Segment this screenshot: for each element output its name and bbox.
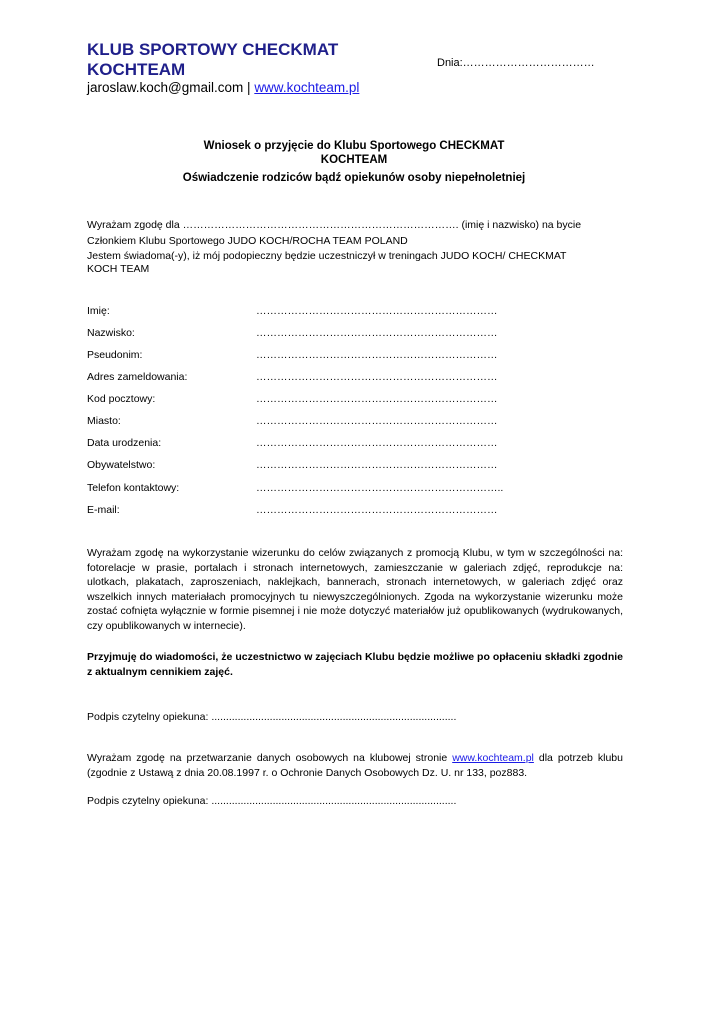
email-address[interactable]: jaroslaw.koch@gmail.com bbox=[87, 80, 244, 95]
consent-line1: Wyrażam zgodę dla ……………………………………………………………………. (imię i nazwisko) na bycie bbox=[87, 219, 582, 231]
date-field: Dnia:……………………………… bbox=[437, 57, 595, 69]
field-label-address: Adres zameldowania: bbox=[87, 371, 188, 383]
consent-line3: Jestem świadoma(-y), iż mój podopieczny będzie uczestniczył w treningach JUDO KOCH/ CHECKMAT bbox=[87, 250, 567, 262]
field-nickname: …………………………………………………………… bbox=[256, 349, 498, 361]
guardian-signature-1: Podpis czytelny opiekuna: .................................................................................... bbox=[87, 711, 457, 723]
field-birth-date: …………………………………………………………… bbox=[256, 437, 498, 449]
field-label-postal-code: Kod pocztowy: bbox=[87, 393, 156, 405]
field-label-birth-date: Data urodzenia: bbox=[87, 437, 162, 449]
data-consent-text-after: dla potrzeb klubu (zgodnie z Ustawą z dnia 20.08.1997 r. o Ochronie Danych Osobowych Dz. U. nr 133, poz883. bbox=[87, 752, 623, 779]
field-citizenship: …………………………………………………………… bbox=[256, 459, 498, 471]
payment-note: Przyjmuję do wiadomości, że uczestnictwo w zajęciach Klubu będzie możliwe po opłaceniu składki zgodnie z aktualnym cennikiem zajęć. bbox=[87, 651, 623, 678]
data-consent-website-link[interactable]: www.kochteam.pl bbox=[452, 752, 534, 764]
separator: | bbox=[247, 80, 251, 95]
document-title bbox=[87, 139, 621, 185]
field-label-phone: Telefon kontaktowy: bbox=[87, 482, 180, 494]
field-label-email: E-mail: bbox=[87, 504, 120, 516]
field-label-first-name: Imię: bbox=[87, 305, 110, 317]
field-label-city: Miasto: bbox=[87, 415, 121, 427]
club-name-line1: KLUB SPORTOWY CHECKMAT bbox=[87, 40, 339, 59]
field-label-citizenship: Obywatelstwo: bbox=[87, 459, 156, 471]
guardian-signature-2: Podpis czytelny opiekuna: .................................................................................... bbox=[87, 795, 457, 807]
field-first-name: …………………………………………………………… bbox=[256, 305, 498, 317]
contact-line bbox=[87, 80, 359, 95]
field-phone: …………………………………………………………….. bbox=[256, 482, 504, 494]
consent-line4: KOCH TEAM bbox=[87, 263, 150, 275]
club-name bbox=[87, 40, 407, 80]
website-link[interactable]: www.kochteam.pl bbox=[254, 80, 360, 95]
consent-line2: Członkiem Klubu Sportowego JUDO KOCH/ROCHA TEAM POLAND bbox=[87, 235, 408, 247]
club-name-line2: KOCHTEAM bbox=[87, 60, 186, 79]
field-last-name: …………………………………………………………… bbox=[256, 327, 498, 339]
field-postal-code: …………………………………………………………… bbox=[256, 393, 498, 405]
title-line1: Wniosek o przyjęcie do Klubu Sportowego CHECKMAT bbox=[203, 140, 505, 152]
field-address: …………………………………………………………… bbox=[256, 371, 498, 383]
field-email: …………………………………………………………… bbox=[256, 504, 498, 516]
field-label-nickname: Pseudonim: bbox=[87, 349, 143, 361]
field-label-last-name: Nazwisko: bbox=[87, 327, 135, 339]
title-line3: Oświadczenie rodziców bądź opiekunów osoby niepełnoletniej bbox=[182, 172, 526, 184]
data-consent-text-before: Wyrażam zgodę na przetwarzanie danych osobowych na klubowej stronie bbox=[87, 752, 448, 764]
field-city: …………………………………………………………… bbox=[256, 415, 498, 427]
image-consent-paragraph: Wyrażam zgodę na wykorzystanie wizerunku do celów związanych z promocją Klubu, w tym w szczególności na: fotorelacje w prasie, portalach i stronach internetowych, zamieszczanie w galeriach zdjęć, reprodukcje na: ulotkach, plakatach, zaproszeniach, naklejkach, bannerach, stronach internetowych, w galeriach zdjęć oraz wszelkich innych materiałach promocyjnych tu niewyszczególnionych. Zgoda na wykorzystanie wizerunku może zostać cofnięta wyłącznie w formie pisemnej i nie może dotyczyć materiałów już opublikowanych (wydrukowanych, czy opublikowanych w internecie). bbox=[87, 547, 623, 632]
data-consent-paragraph bbox=[87, 751, 623, 780]
title-line2: KOCHTEAM bbox=[320, 154, 388, 166]
